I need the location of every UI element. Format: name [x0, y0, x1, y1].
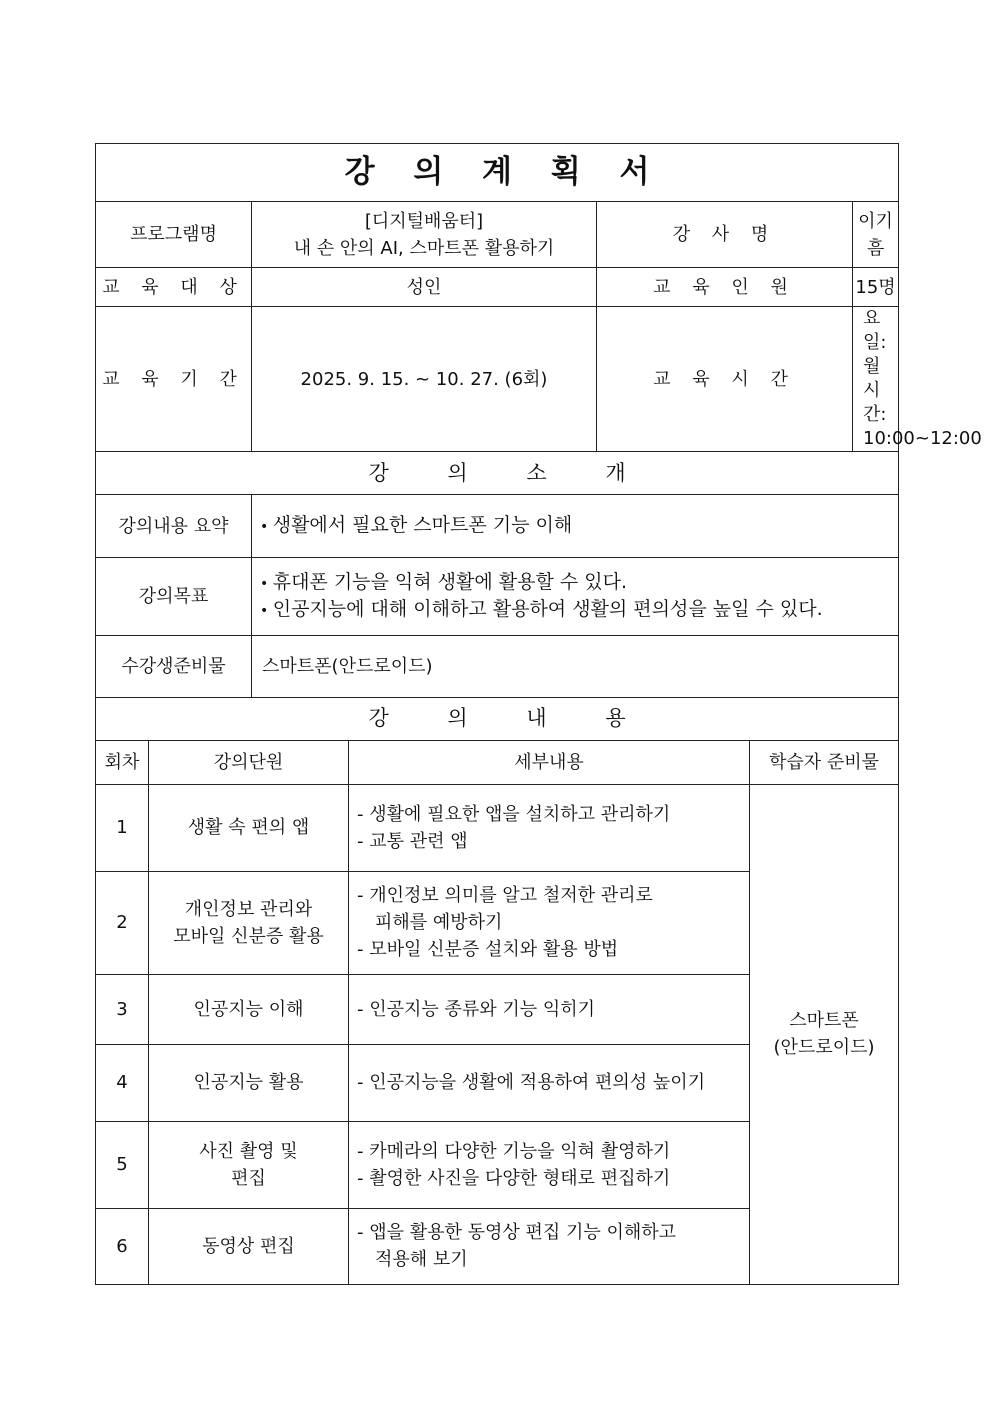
learner-prep-line1: 스마트폰 — [789, 1010, 859, 1031]
period-label: 교 육 기 간 — [96, 307, 252, 452]
row-no: 3 — [96, 974, 149, 1044]
content-heading: 강 의 내 용 — [96, 697, 899, 740]
row-detail — [349, 784, 750, 871]
time-label: 교 육 시 간 — [597, 307, 853, 452]
document-title: 강 의 계 획 서 — [96, 144, 899, 202]
hours-value: 시간: 10:00~12:00 — [863, 380, 982, 449]
row-detail — [349, 871, 750, 974]
row-unit: 인공지능 활용 — [149, 1044, 349, 1121]
goal-bullet-2: • 인공지능에 대해 이해하고 활용하여 생활의 편의성을 높일 수 있다. — [252, 597, 898, 624]
row-no: 4 — [96, 1044, 149, 1121]
col-header-unit: 강의단원 — [149, 740, 349, 784]
plan-table — [95, 143, 982, 698]
row-detail — [349, 974, 750, 1044]
row-no: 1 — [96, 784, 149, 871]
row-no: 6 — [96, 1208, 149, 1284]
prep-value: 스마트폰(안드로이드) — [252, 636, 899, 698]
col-header-prep: 학습자 준비물 — [750, 740, 899, 784]
row-detail — [349, 1044, 750, 1121]
instructor-name: 이기흠 — [853, 202, 899, 268]
col-header-detail: 세부내용 — [349, 740, 750, 784]
unit-line: 개인정보 관리와 — [184, 898, 313, 920]
day-value: 요일: 월 — [863, 308, 887, 377]
row-detail — [349, 1208, 750, 1284]
detail-line: 피해를 예방하기 — [375, 912, 503, 933]
learner-prep-line2: (안드로이드) — [773, 1037, 875, 1058]
prep-label: 수강생준비물 — [96, 636, 252, 698]
detail-line: - 교통 관련 앱 — [357, 830, 468, 852]
detail-line: - 촬영한 사진을 다양한 형태로 편집하기 — [357, 1167, 671, 1189]
program-name-line2: 내 손 안의 AI, 스마트폰 활용하기 — [293, 237, 555, 259]
row-no: 5 — [96, 1121, 149, 1208]
headcount-value: 15명 — [853, 268, 899, 307]
unit-line: 사진 촬영 및 — [199, 1140, 298, 1162]
detail-line: - 모바일 신분증 설치와 활용 방법 — [357, 939, 619, 960]
goal-label: 강의목표 — [96, 558, 252, 636]
lecture-plan-document — [95, 143, 982, 1285]
program-name-line1: [디지털배움터] — [364, 210, 484, 232]
row-no: 2 — [96, 871, 149, 974]
detail-line: - 인공지능을 생활에 적용하여 편의성 높이기 — [357, 1072, 706, 1093]
target-value: 성인 — [252, 268, 597, 307]
row-unit: 인공지능 이해 — [149, 974, 349, 1044]
row-unit — [149, 871, 349, 974]
detail-line: - 생활에 필요한 앱을 설치하고 관리하기 — [357, 803, 671, 825]
program-name — [252, 202, 597, 268]
intro-heading: 강 의 소 개 — [96, 452, 899, 495]
detail-line: 적용해 보기 — [375, 1249, 468, 1270]
col-header-no: 회차 — [96, 740, 149, 784]
target-label: 교 육 대 상 — [96, 268, 252, 307]
instructor-label: 강 사 명 — [597, 202, 853, 268]
row-detail — [349, 1121, 750, 1208]
headcount-label: 교 육 인 원 — [597, 268, 853, 307]
detail-line: - 개인정보 의미를 알고 철저한 관리로 — [357, 885, 653, 906]
program-label: 프로그램명 — [96, 202, 252, 268]
time-value — [853, 307, 982, 452]
detail-line: - 카메라의 다양한 기능을 익혀 촬영하기 — [357, 1140, 671, 1162]
detail-line: - 앱을 활용한 동영상 편집 기능 이해하고 — [357, 1222, 677, 1243]
table-row — [96, 784, 899, 871]
row-unit — [149, 1121, 349, 1208]
row-unit: 생활 속 편의 앱 — [149, 784, 349, 871]
learner-prep — [750, 784, 899, 1284]
summary-label: 강의내용 요약 — [96, 495, 252, 558]
row-unit: 동영상 편집 — [149, 1208, 349, 1284]
unit-line: 편집 — [231, 1167, 266, 1189]
unit-line: 모바일 신분증 활용 — [173, 925, 324, 947]
goal-bullet-1: • 휴대폰 기능을 익혀 생활에 활용할 수 있다. — [252, 570, 898, 597]
summary-cell — [252, 495, 899, 558]
detail-line: - 인공지능 종류와 기능 익히기 — [357, 998, 596, 1020]
period-value: 2025. 9. 15. ~ 10. 27. (6회) — [252, 307, 597, 452]
goal-cell — [252, 558, 899, 636]
summary-bullet: • 생활에서 필요한 스마트폰 기능 이해 — [252, 513, 898, 540]
content-table — [95, 697, 899, 1285]
